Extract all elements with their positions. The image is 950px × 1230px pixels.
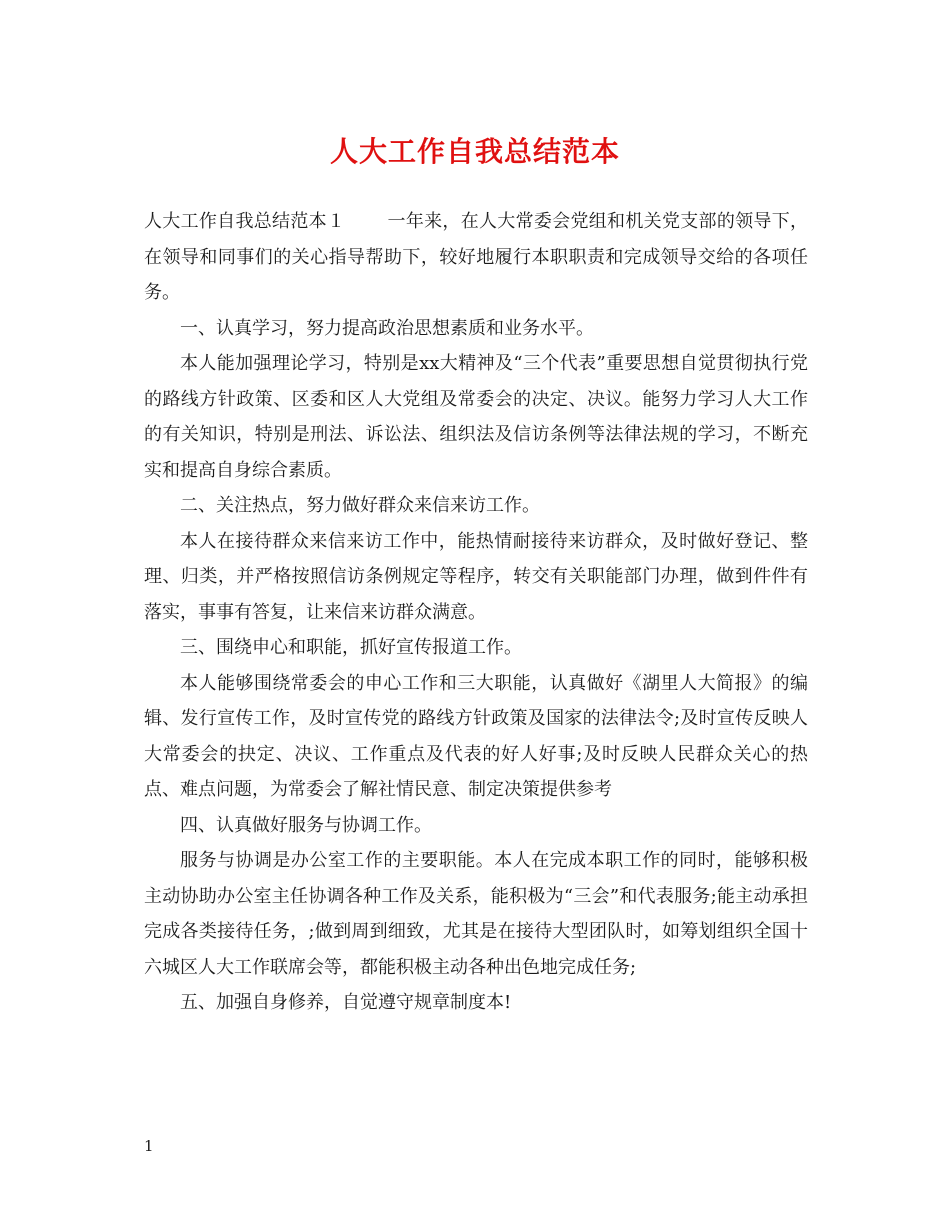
intro-paragraph <box>144 204 808 311</box>
intro-label: 人大工作自我总结范本１ <box>144 211 346 232</box>
page-number: 1 <box>144 1137 154 1155</box>
document-title: 人大工作自我总结范本 <box>329 135 620 168</box>
section-body-4: 服务与协调是办公室工作的主要职能。本人在完成本职工作的同时，能够积极主动协助办公室主任协调各种工作及关系，能积极为“三会”和代表服务;能主动承担完成各类接待任务，;做到周到细致，尤其是在接待大型团队时，如筹划组织全国十六城区人大工作联席会等，都能积极主动各种出色地完成任务; <box>144 850 808 978</box>
document-body <box>144 204 808 1021</box>
intro-text: 一年来，在人大常委会党组和机关党支部的领导下，在领导和同事们的关心指导帮助下，较好地履行本职职责和完成领导交给的各项任务。 <box>144 211 808 303</box>
section-heading-3: 三、围绕申心和职能，抓好宣传报道工作。 <box>180 637 522 658</box>
section-heading-1: 一、认真学习，努力提高政治思想素质和业务水平。 <box>180 317 594 339</box>
section-heading-5: 五、加强自身修养，自觉遵守规章制度本! <box>180 992 512 1013</box>
section-heading-4: 四、认真做好服务与协调工作。 <box>180 814 432 836</box>
section-body-2: 本人在接待群众来信来访工作中，能热情耐接待来访群众，及时做好登记、整理、归类，并严格按照信访条例规定等程序，转交有关职能部门办理，做到件件有落实，事事有答复，让来信来访群众满意。 <box>144 530 808 623</box>
section-body-3: 本人能够围绕常委会的申心工作和三大职能，认真做好《湖里人大简报》的编辑、发行宣传工作，及时宣传党的路线方针政策及国家的法律法令;及时宣传反映人大常委会的抉定、决议、工作重点及代表的好人好事;及时反映人民群众关心的热点、难点问题，为常委会了解社情民意、制定决策提供参考 <box>144 672 808 800</box>
section-body-1: 本人能加强理论学习，特别是xx大精神及“三个代表”重要思想自觉贯彻执行党的路线方针政策、区委和区人大党组及常委会的决定、决议。能努力学习人大工作的有关知识，特别是刑法、诉讼法、组织法及信访条例等法律法规的学习，不断充实和提高自身综合素质。 <box>144 353 808 481</box>
section-heading-2: 二、关注热点，努力做好群众来信来访工作。 <box>180 495 540 516</box>
